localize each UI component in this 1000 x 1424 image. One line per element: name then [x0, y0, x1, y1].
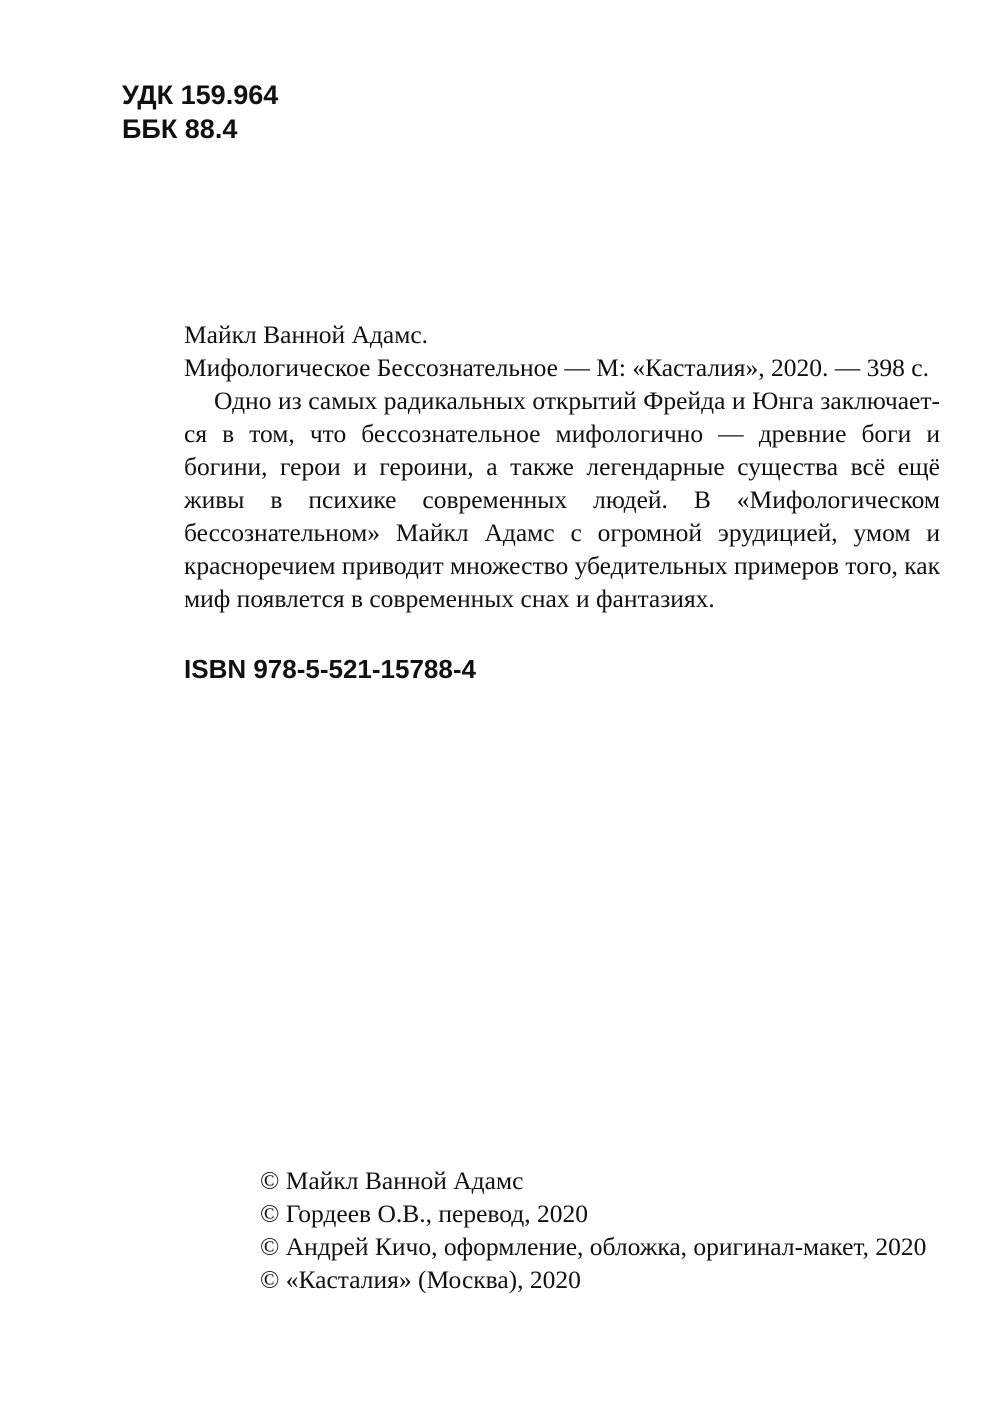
copyright-line: © Майкл Ванной Адамс: [260, 1166, 524, 1195]
copyright-line: © Андрей Кичо, оформление, обложка, оригинал-макет, 2020: [260, 1232, 927, 1261]
copyright-line: © Гордеев О.В., перевод, 2020: [260, 1199, 589, 1228]
classification-block: [122, 78, 278, 146]
abstract-paragraph: Одно из самых радикальных открытий Фрейда и Юнга заключается в том, что бессознательное мифологично — древние боги и богини, герои и героини, а также легендарные существа всё ещё живы в психике современных людей. В «Мифологическом бессознательном» Майкл Адамс с огромной эрудицией, умом и красноречием приводит множество убедительных примеров того, как миф появлется в современных снах и фантазиях.: [184, 386, 940, 613]
copyright-block: [260, 1164, 926, 1296]
bbk-code: ББК 88.4: [122, 114, 238, 144]
isbn-number: ISBN 978-5-521-15788-4: [184, 654, 476, 684]
title-line: Мифологическое Бессознательное — М: «Касталия», 2020. — 398 с.: [184, 353, 929, 382]
udk-code: УДК 159.964: [122, 80, 279, 110]
copyright-line: © «Касталия» (Москва), 2020: [260, 1265, 581, 1294]
bibliographic-record: [184, 318, 940, 615]
author-line: Майкл Ванной Адамс.: [184, 320, 429, 349]
